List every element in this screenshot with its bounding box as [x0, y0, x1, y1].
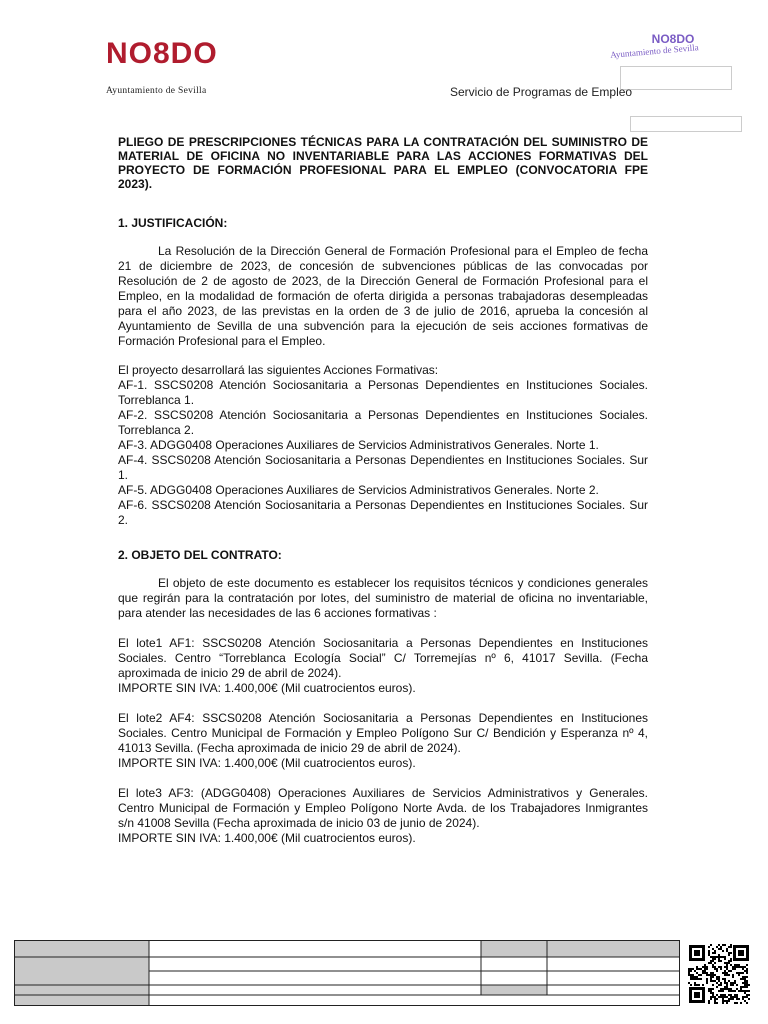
qr-code-icon — [688, 944, 750, 1004]
section-heading: 1. JUSTIFICACIÓN: — [118, 216, 228, 230]
document-title: PLIEGO DE PRESCRIPCIONES TÉCNICAS PARA LA CONTRATACIÓN DEL SUMINISTRO DE MATERIAL DE OFICINA NO INVENTARIABLE PARA LAS ACCIONES FORMATIVAS DEL PROYECTO DE FORMACIÓN PROFESIONAL PARA EL EMPLEO (CONVOCATORIA FPE 2023). — [118, 135, 648, 191]
lot-amount: IMPORTE SIN IVA: 1.400,00€ (Mil cuatrocientos euros). — [118, 681, 416, 695]
lot-block — [118, 636, 648, 696]
ayuntamiento-logo — [106, 38, 226, 102]
paragraph: El proyecto desarrollará las siguientes Acciones Formativas: — [118, 363, 439, 377]
lot-block — [118, 786, 648, 846]
paragraph: El objeto de este documento es establecer los requisitos técnicos y condiciones generales que regirán para la contratación por lotes, del suministro de material de oficina no inventariable, para atender las necesidades de las 6 acciones formativas : — [118, 576, 648, 620]
list-item: AF-1. SSCS0208 Atención Sociosanitaria a Personas Dependientes en Instituciones Sociales. Torreblanca 1. — [118, 378, 648, 407]
section-justificacion — [118, 216, 648, 528]
qr-code — [688, 944, 750, 1004]
lot-text: El lote1 AF1: SSCS0208 Atención Sociosanitaria a Personas Dependientes en Instituciones Sociales. Centro “Torreblanca Ecología Social” C/ Torremejías nº 6, 41017 Sevilla. (Fecha aproximada de inicio 29 de abril de 2024). — [118, 636, 648, 680]
service-name: Servicio de Programas de Empleo — [450, 85, 633, 99]
section-objeto — [118, 548, 648, 846]
lot-amount: IMPORTE SIN IVA: 1.400,00€ (Mil cuatrocientos euros). — [118, 756, 416, 770]
list-item: AF-6. SSCS0208 Atención Sociosanitaria a Personas Dependientes en Instituciones Sociales. Sur 2. — [118, 498, 648, 527]
logo-mark: NO8DO — [106, 37, 218, 70]
signature-table — [14, 940, 680, 1006]
lot-text: El lote3 AF3: (ADGG0408) Operaciones Auxiliares de Servicios Administrativos y Generales. Centro Municipal de Formación y Empleo Polígono Norte Avda. de los Trabajadores Inmigrantes s/n 41008 Sevilla (Fecha aproximada de inicio 03 de junio de 2024). — [118, 786, 648, 830]
lot-block — [118, 711, 648, 771]
lot-text: El lote2 AF4: SSCS0208 Atención Sociosanitaria a Personas Dependientes en Instituciones Sociales. Centro Municipal de Formación y Empleo Polígono Sur C/ Bendición y Esperanza nº 4, 41013 Sevilla. (Fecha aproximada de inicio 29 de abril de 2024). — [118, 711, 648, 755]
actions-list — [118, 378, 648, 528]
list-item: AF-3. ADGG0408 Operaciones Auxiliares de Servicios Administrativos Generales. Norte 1. — [118, 438, 599, 452]
stamp-box — [620, 66, 732, 90]
lot-amount: IMPORTE SIN IVA: 1.400,00€ (Mil cuatrocientos euros). — [118, 831, 416, 845]
stamp-box — [630, 116, 742, 132]
logo-subtitle: Ayuntamiento de Sevilla — [106, 86, 207, 96]
stamp-subtitle: Ayuntamiento de Sevilla — [609, 42, 700, 60]
paragraph: La Resolución de la Dirección General de Formación Profesional para el Empleo de fecha 21 de diciembre de 2023, de concesión de subvenciones públicas de las convocadas por Resolución de 2 de agosto de 2023, de la Dirección General de Formación Profesional para el Empleo, en la modalidad de formación de oferta dirigida a personas trabajadoras desempleadas para el año 2023, de las previstas en la orden de 3 de julio de 2016, aprueba la concesión al Ayuntamiento de Sevilla de una subvención para la ejecución de seis acciones formativas de Formación Profesional para el Empleo. — [118, 244, 648, 348]
stamp-logo: NO8DO — [651, 32, 695, 46]
signature-grid — [15, 941, 679, 1005]
list-item: AF-2. SSCS0208 Atención Sociosanitaria a Personas Dependientes en Instituciones Sociales. Torreblanca 2. — [118, 408, 648, 437]
list-item: AF-4. SSCS0208 Atención Sociosanitaria a Personas Dependientes en Instituciones Sociales. Sur 1. — [118, 453, 648, 482]
section-heading: 2. OBJETO DEL CONTRATO: — [118, 548, 282, 562]
list-item: AF-5. ADGG0408 Operaciones Auxiliares de Servicios Administrativos Generales. Norte 2. — [118, 483, 599, 497]
